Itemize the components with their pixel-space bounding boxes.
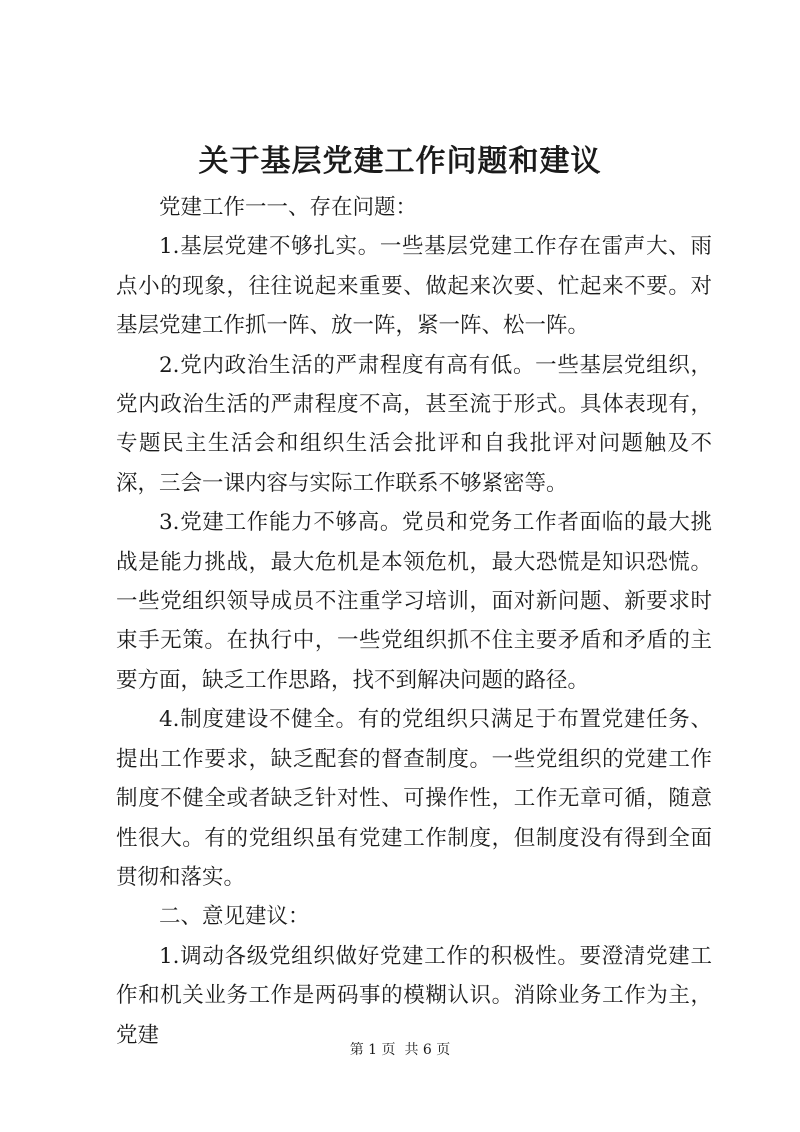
paragraph-issue-2: 2.党内政治生活的严肃程度有高有低。一些基层党组织，党内政治生活的严肃程度不高，甚至流于形式。具体表现有，专题民主生活会和组织生活会批评和自我批评对问题触及不深，三会一课内容与实际工作联系不够紧密等。 — [116, 352, 712, 496]
paragraph-section-1-heading: 党建工作一一、存在问题： — [159, 195, 418, 220]
paragraph-issue-4: 4.制度建设不健全。有的党组织只满足于布置党建任务、提出工作要求，缺乏配套的督查制度。一些党组织的党建工作制度不健全或者缺乏针对性、可操作性，工作无章可循，随意性很大。有的党组织虽有党建工作制度，但制度没有得到全面贯彻和落实。 — [116, 707, 712, 890]
page-number-label: 第 1 页 共 6 页 — [349, 1042, 451, 1058]
page-footer — [0, 1040, 800, 1060]
paragraph-issue-1: 1.基层党建不够扎实。一些基层党建工作存在雷声大、雨点小的现象，往往说起来重要、做起来次要、忙起来不要。对基层党建工作抓一阵、放一阵，紧一阵、松一阵。 — [116, 234, 712, 339]
paragraph-section-2-heading: 二、意见建议： — [159, 904, 310, 930]
document-body — [116, 188, 712, 1055]
document-title: 关于基层党建工作问题和建议 — [198, 144, 602, 179]
paragraph-suggestion-1: 1.调动各级党组织做好党建工作的积极性。要澄清党建工作和机关业务工作是两码事的模糊认识。消除业务工作为主，党建 — [116, 943, 712, 1048]
paragraph-issue-3: 3.党建工作能力不够高。党员和党务工作者面临的最大挑战是能力挑战，最大危机是本领危机，最大恐慌是知识恐慌。一些党组织领导成员不注重学习培训，面对新问题、新要求时束手无策。在执行中，一些党组织抓不住主要矛盾和矛盾的主要方面，缺乏工作思路，找不到解决问题的路径。 — [116, 510, 712, 693]
